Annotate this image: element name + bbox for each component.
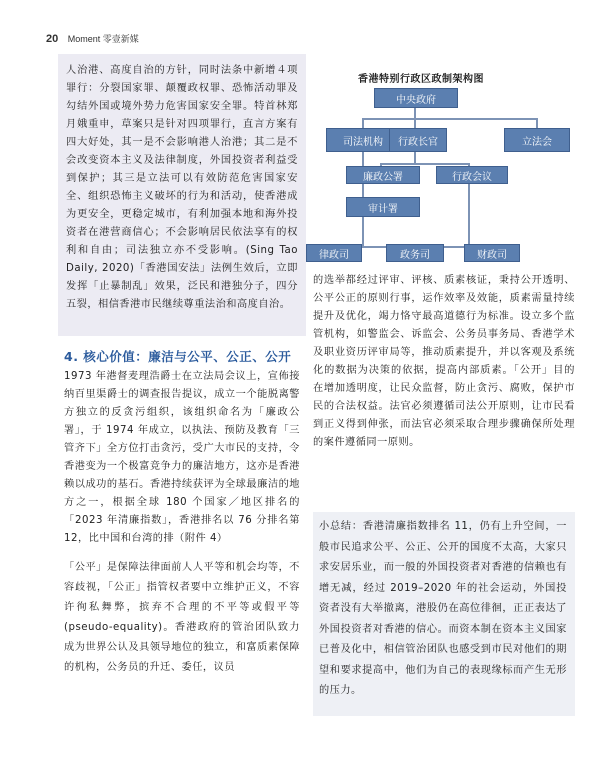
left-column-section [64, 348, 300, 678]
org-node-judiciary: 司法机构 [326, 128, 400, 152]
summary-box [313, 512, 575, 716]
org-node-doj: 律政司 [306, 244, 362, 262]
section-paragraph-2: 「公平」是保障法律面前人人平等和机会均等，不容歧视，「公正」指管权者要中立维护正义，不容许徇私舞弊，摈弃不合理的不平等或假平等 (pseudo-equality)。香港政府的管治团队致力成为世界公认及具领导地位的独立，和富质素保障的机构，公务员的升迁、委任，议员 [64, 562, 300, 673]
section-heading: 4. 核心价值：廉洁与公平、公正、公开 [64, 349, 292, 364]
org-node-icac: 廉政公署 [346, 166, 420, 184]
page-header [46, 32, 139, 45]
org-node-exco: 行政会议 [436, 166, 508, 184]
left-box-paragraph: 人治港、高度自治的方针，同时法条中新增４项罪行：分裂国家罪、颠覆政权罪、恐怖活动罪及勾结外国或境外势力危害国家安全罪。特首林郑月娥重申，草案只是针对四项罪行，直言方案有四大好处，其一是不会影响港人治港；其二是不会改变资本主义及法律制度，外国投资者利益受到保护；其三是立法可以有效防范危害国家安全、组织恐怖主义破坏的行为和活动，使香港成为更安全，更稳定城市，有利加强本地和海外投资者在港营商信心；不会影响居民依法享有的权利和自由；司法独立亦不受影响。(Sing Tao Daily, 2020)「香港国安法」法例生效后，立即发挥「止暴制乱」效果，泛民和港独分子，四分五裂，相信香港市民继续尊重法治和高度自治。 [66, 65, 298, 310]
org-node-finance-secretary: 财政司 [464, 244, 520, 262]
summary-text: 小总结：香港清廉指数排名 11，仍有上升空间，一般市民追求公平、公正、公开的国度不太高，大家只求安居乐业，而一般的外国投资者对香港的信赖也有增无减，经过 2019–2020 年的社会运动，外国投资者没有大举撤离，港股仍在高位徘徊，正正表达了外国投资者对香港的信心。而资本制在资本主义国家已普及化中，相信管治团队也感受到市民对他们的期望和要求提高中，他们为自己的表现缘标而产生无形的压力。 [319, 521, 567, 696]
org-node-central-government: 中央政府 [374, 88, 458, 108]
org-chart-title: 香港特别行政区政制架构图 [358, 74, 484, 85]
org-node-legco: 立法会 [504, 128, 570, 152]
org-node-audit: 审计署 [346, 197, 420, 217]
org-node-admin-secretary: 政务司 [386, 244, 444, 262]
right-paragraph: 的选举都经过评审、评核、质素核证，秉持公开透明、公平公正的原则行事，运作效率及效能，质素需量持续提升及优化，竭力恪守最高道德行为标准。设立多个监管机构，如警监会、诉监会、公务员事务局、香港学术及职业资历评审局等，推动质素提升，并以客观及系统化的数据为决策的依据，提高内部质素。「公开」目的在增加透明度，让民众监督，防止贪污、腐败，保护市民的合法权益。法官必须遵循司法公开原则，让市民看到正义得到伸张，而法官必须采取合理步骤确保所处理的案件遵循同一原则。 [313, 275, 575, 448]
right-column-text [313, 272, 575, 452]
org-node-chief-executive: 行政长官 [389, 128, 447, 152]
publication-brand: Moment 零壹新媒 [67, 34, 139, 44]
page-number: 20 [46, 33, 59, 45]
section-paragraph-1: 1973 年港督麦理浩爵士在立法局会议上，宣佈接纳百里渠爵士的调查报告提议，成立一个能脱离警方独立的反贪污组织，该组织命名为「廉政公署」，于 1974 年成立，以执法、预防及教育「三管齐下」全方位打击贪污，受广大市民的支持，令香港变为一个极富竞争力的廉洁地方，这亦是香港赖以成功的基石。香港持续获评为全球最廉洁的地方之一，根据全球 180 个国家／地区排名的「2023 年清廉指数」，香港排名以 76 分排名第 12，比中国和台湾的排（附件 4） [64, 371, 300, 544]
left-box-text [66, 62, 298, 314]
